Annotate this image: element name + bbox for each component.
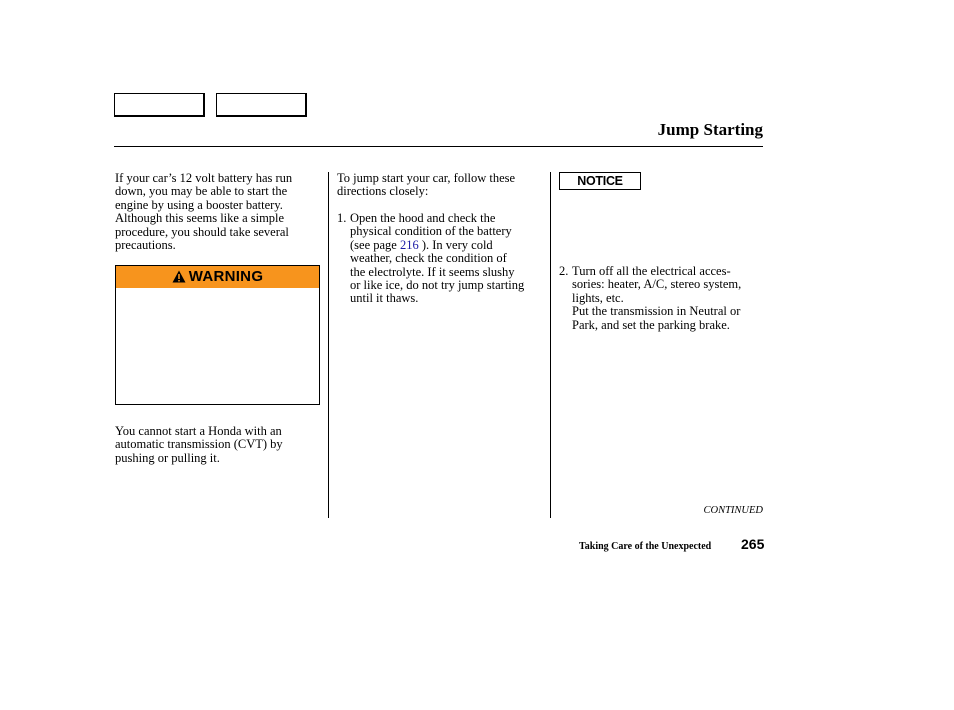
text-line: Open the hood and check the: [350, 211, 496, 225]
text-line: down, you may be able to start the: [115, 184, 288, 199]
text-line: weather, check the condition of: [350, 251, 507, 266]
next-page-button[interactable]: [216, 93, 307, 117]
text-fragment: (see page: [350, 237, 400, 252]
step-number: 1.: [337, 211, 347, 225]
page-title: Jump Starting: [657, 120, 763, 139]
text-line: pushing or pulling it.: [115, 450, 220, 465]
text-line: Turn off all the electrical acces-: [572, 264, 731, 278]
text-line: To jump start your car, follow these: [337, 171, 516, 185]
step-2: [559, 265, 764, 345]
step-number: 2.: [559, 264, 569, 278]
warning-box: [115, 265, 320, 405]
text-line: procedure, you should take several: [115, 224, 289, 239]
column-divider-2: [550, 172, 551, 518]
title-divider: [114, 146, 763, 147]
text-line: engine by using a booster battery.: [115, 197, 283, 212]
text-fragment: ). In very cold: [418, 237, 493, 252]
text-line: automatic transmission (CVT) by: [115, 437, 283, 452]
section-name: Taking Care of the Unexpected: [579, 541, 712, 552]
step-1: [337, 212, 547, 312]
warning-header: [116, 266, 319, 288]
directions-intro: [337, 172, 547, 199]
text-line: or like ice, do not try jump starting: [350, 278, 525, 293]
text-line: sories: heater, A/C, stereo system,: [572, 277, 742, 292]
text-line: Put the transmission in Neutral or: [572, 304, 741, 319]
text-line: Although this seems like a simple: [115, 211, 285, 226]
battery-page-link[interactable]: 216: [399, 237, 419, 252]
text-line: lights, etc.: [572, 290, 624, 305]
notice-box: [559, 172, 641, 190]
text-line: physical condition of the battery: [350, 224, 512, 239]
text-line: Park, and set the parking brake.: [572, 317, 730, 332]
text-line: If your car’s 12 volt battery has run: [115, 171, 293, 185]
continued-label: CONTINUED: [703, 505, 763, 516]
intro-paragraph: [115, 172, 325, 252]
previous-page-button[interactable]: [114, 93, 205, 117]
warning-triangle-icon: [172, 270, 186, 283]
warning-label: WARNING: [188, 268, 264, 285]
column-divider-1: [328, 172, 329, 518]
step-text: [350, 212, 524, 306]
text-line: You cannot start a Honda with an: [115, 424, 282, 438]
text-line: directions closely:: [337, 184, 429, 199]
cvt-paragraph: [115, 425, 325, 465]
text-line: the electrolyte. If it seems slushy: [350, 264, 515, 279]
step-text: [572, 265, 741, 332]
text-line: until it thaws.: [350, 291, 419, 306]
notice-label: NOTICE: [577, 174, 623, 188]
text-line: [350, 239, 524, 252]
text-line: precautions.: [115, 238, 176, 253]
page-number: 265: [741, 536, 765, 552]
